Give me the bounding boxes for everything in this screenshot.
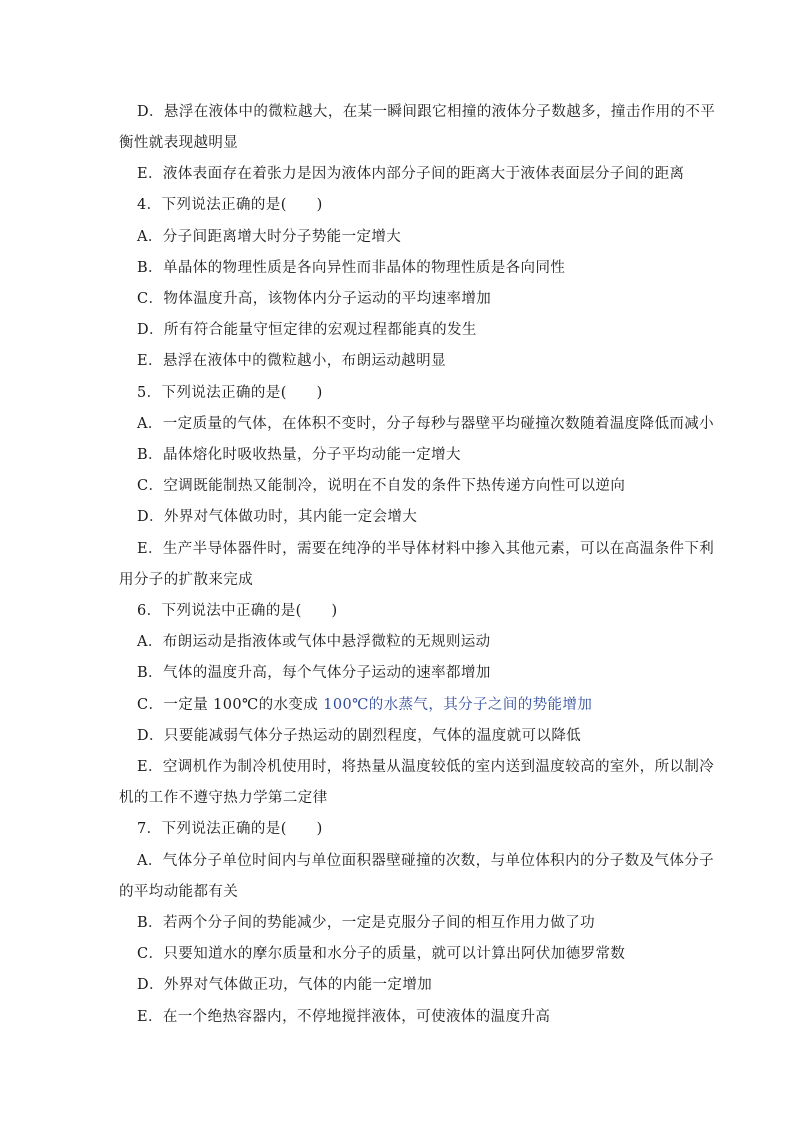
q5-option-d: D．外界对气体做功时，其内能一定会增大 — [137, 509, 418, 525]
q3-option-e: E．液体表面存在着张力是因为液体内部分子间的距离大于液体表面层分子间的距离 — [137, 166, 685, 182]
q7-option-a-line1: A．气体分子单位时间内与单位面积器壁碰撞的次数，与单位体积内的分子数及气体分子 — [137, 853, 715, 869]
q4-option-a: A．分子间距离增大时分子势能一定增大 — [137, 229, 402, 245]
q5-option-a: A．一定质量的气体，在体积不变时，分子每秒与器壁平均碰撞次数随着温度降低而减小 — [137, 416, 715, 432]
q6-option-e-line1: E．空调机作为制冷机使用时，将热量从温度较低的室内送到温度较高的室外，所以制冷 — [137, 759, 715, 775]
q7-option-e: E．在一个绝热容器内，不停地搅拌液体，可使液体的温度升高 — [137, 1009, 551, 1025]
q4-option-d: D．所有符合能量守恒定律的宏观过程都能真的发生 — [137, 322, 477, 338]
q6-option-c-part2: 100℃的水蒸气，其分子之间的势能增加 — [323, 697, 593, 713]
q5-option-b: B．晶体熔化时吸收热量，分子平均动能一定增大 — [137, 447, 461, 463]
q6-stem: 6．下列说法中正确的是( ) — [137, 603, 338, 619]
q4-option-b: B．单晶体的物理性质是各向异性而非晶体的物理性质是各向同性 — [137, 260, 566, 276]
q5-option-e-line2: 用分子的扩散来完成 — [119, 572, 254, 588]
q5-option-c: C．空调既能制热又能制冷，说明在不自发的条件下热传递方向性可以逆向 — [137, 478, 626, 494]
q7-option-b: B．若两个分子间的势能减少，一定是克服分子间的相互作用力做了功 — [137, 915, 596, 931]
q6-option-d: D．只要能减弱气体分子热运动的剧烈程度，气体的温度就可以降低 — [137, 728, 582, 744]
q3-option-d-line2: 衡性就表现越明显 — [119, 135, 239, 151]
q4-option-c: C．物体温度升高，该物体内分子运动的平均速率增加 — [137, 291, 492, 307]
q7-option-d: D．外界对气体做正功，气体的内能一定增加 — [137, 977, 433, 993]
q7-option-a-line2: 的平均动能都有关 — [119, 884, 239, 900]
q7-option-c: C．只要知道水的摩尔质量和水分子的质量，就可以计算出阿伏加德罗常数 — [137, 946, 626, 962]
q5-option-e-line1: E．生产半导体器件时，需要在纯净的半导体材料中掺入其他元素，可以在高温条件下利 — [137, 541, 715, 557]
q6-option-a: A．布朗运动是指液体或气体中悬浮微粒的无规则运动 — [137, 634, 491, 650]
q3-option-d-line1: D．悬浮在液体中的微粒越大，在某一瞬间跟它相撞的液体分子数越多，撞击作用的不平 — [137, 104, 716, 120]
q6-option-c — [137, 695, 592, 715]
q7-stem: 7．下列说法正确的是( ) — [137, 821, 323, 837]
q6-option-c-part1: C．一定量 100℃的水变成 — [137, 697, 324, 713]
q5-stem: 5．下列说法正确的是( ) — [137, 385, 323, 401]
q4-option-e: E．悬浮在液体中的微粒越小，布朗运动越明显 — [137, 353, 446, 369]
q4-stem: 4．下列说法正确的是( ) — [137, 197, 323, 213]
q6-option-e-line2: 机的工作不遵守热力学第二定律 — [119, 790, 328, 806]
q6-option-b: B．气体的温度升高，每个气体分子运动的速率都增加 — [137, 665, 491, 681]
